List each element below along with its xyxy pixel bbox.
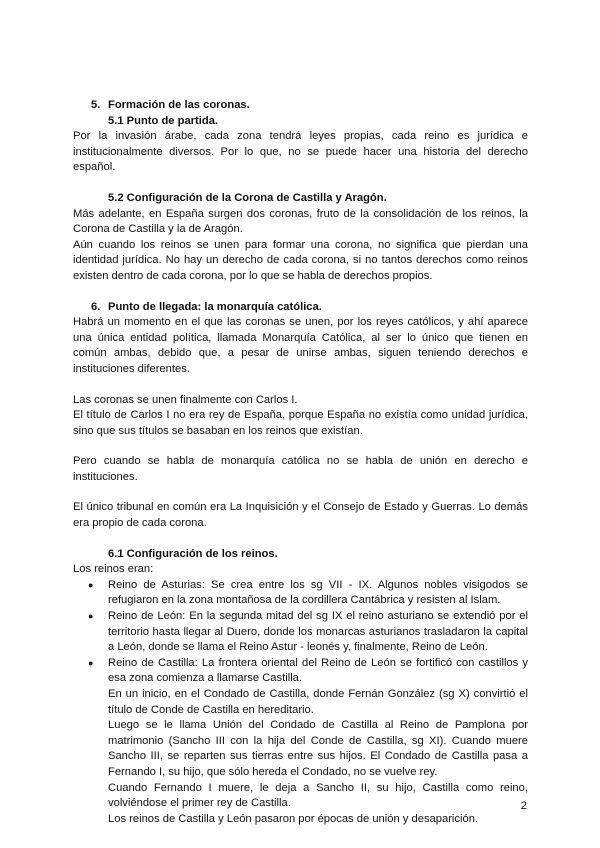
subsection-5-1-heading: 5.1 Punto de partida. — [108, 114, 219, 127]
paragraph: El único tribunal en común era La Inquisición y el Consejo de Estado y Guerras. Lo demás era propio de cada corona. — [73, 501, 528, 530]
section-6-heading — [73, 300, 528, 316]
bullet-icon: ● — [88, 611, 94, 622]
paragraph: Aún cuando los reinos se unen para formar una corona, no significa que pierdan una identidad jurídica. No hay un derecho de cada corona, si no tantos derechos como reinos existen dentro de cada corona, por lo que se habla de derechos propios. — [73, 238, 528, 282]
section-5-heading — [73, 98, 528, 114]
list-item-continuation: Cuando Fernando I muere, le deja a Sancho II, su hijo, Castilla como reino, volviéndose el primer rey de Castilla. — [108, 781, 528, 810]
page-number: 2 — [520, 800, 527, 812]
section-number: 6. — [91, 300, 101, 313]
list-intro: Los reinos eran: — [73, 563, 154, 576]
section-number: 5. — [91, 99, 101, 111]
paragraph: Las coronas se unen finalmente con Carlos I. — [73, 393, 298, 406]
reinos-list — [73, 578, 528, 687]
list-item-continuation: Luego se le llama Unión del Condado de Castilla al Reino de Pamplona por matrimonio (Sancho III con la hija del Conde de Castilla, sg XI). Cuando muere Sancho III, se reparten sus tierras entre sus hijos. El Condado de Castilla pasa a Fernando I, su hijo, que sólo hereda el Condado, no se vuelve rey. — [108, 719, 528, 778]
bullet-icon: ● — [88, 579, 94, 590]
list-item: ● Reino de Asturias: Se crea entre los sg VII - IX. Algunos nobles visigodos se refugiaron en la zona montañosa de la cordillera Cantábrica y resisten al Islam. — [88, 578, 528, 607]
section-title: Punto de llegada: la monarquía católica. — [108, 300, 322, 313]
document-page — [73, 98, 528, 827]
bullet-icon: ● — [88, 657, 94, 668]
paragraph: Pero cuando se habla de monarquía católica no se habla de unión en derecho e instituciones. — [73, 455, 528, 483]
list-item: ● Reino de Castilla: La frontera oriental del Reino de León se fortificó con castillos y esa zona comienza a llamarse Castilla. — [88, 656, 528, 685]
list-item-continuation: En un inicio, en el Condado de Castilla, donde Fernán González (sg X) convirtió el título de Conde de Castilla en hereditario. — [108, 688, 528, 716]
paragraph: El título de Carlos I no era rey de España, porque España no existía como unidad jurídica, sino que sus títulos se basaban en los reinos que existían. — [73, 409, 528, 437]
list-item: ● Reino de León: En la segunda mitad del sg IX el reino asturiano se extendió por el territorio hasta llegar al Duero, donde los monarcas asturianos trasladaron la capital a León, donde se llama el Reino Astur - leonés y, finalmente, Reino de León. — [88, 610, 528, 654]
section-title: Formación de las coronas. — [108, 99, 250, 111]
list-item-continuation: Los reinos de Castilla y León pasaron por épocas de unión y desaparición. — [108, 812, 479, 825]
subsection-5-2-heading: 5.2 Configuración de la Corona de Castilla y Aragón. — [108, 191, 387, 204]
paragraph: Por la invasión árabe, cada zona tendrá leyes propias, cada reino es jurídica e institucionalmente diversos. Por lo que, no se puede hacer una historia del derecho español. — [73, 130, 528, 174]
subsection-6-1-heading: 6.1 Configuración de los reinos. — [108, 547, 278, 560]
paragraph: Más adelante, en España surgen dos coronas, fruto de la consolidación de los reinos, la Corona de Castilla y la de Aragón. — [73, 207, 528, 236]
paragraph: Habrá un momento en el que las coronas se unen, por los reyes católicos, y ahí aparece una única entidad política, llamada Monarquía Católica, al ser lo único que tienen en común ambas, debido que, a pesar de unirse ambas, siguen teniendo derechos e instituciones diferentes. — [73, 316, 528, 375]
